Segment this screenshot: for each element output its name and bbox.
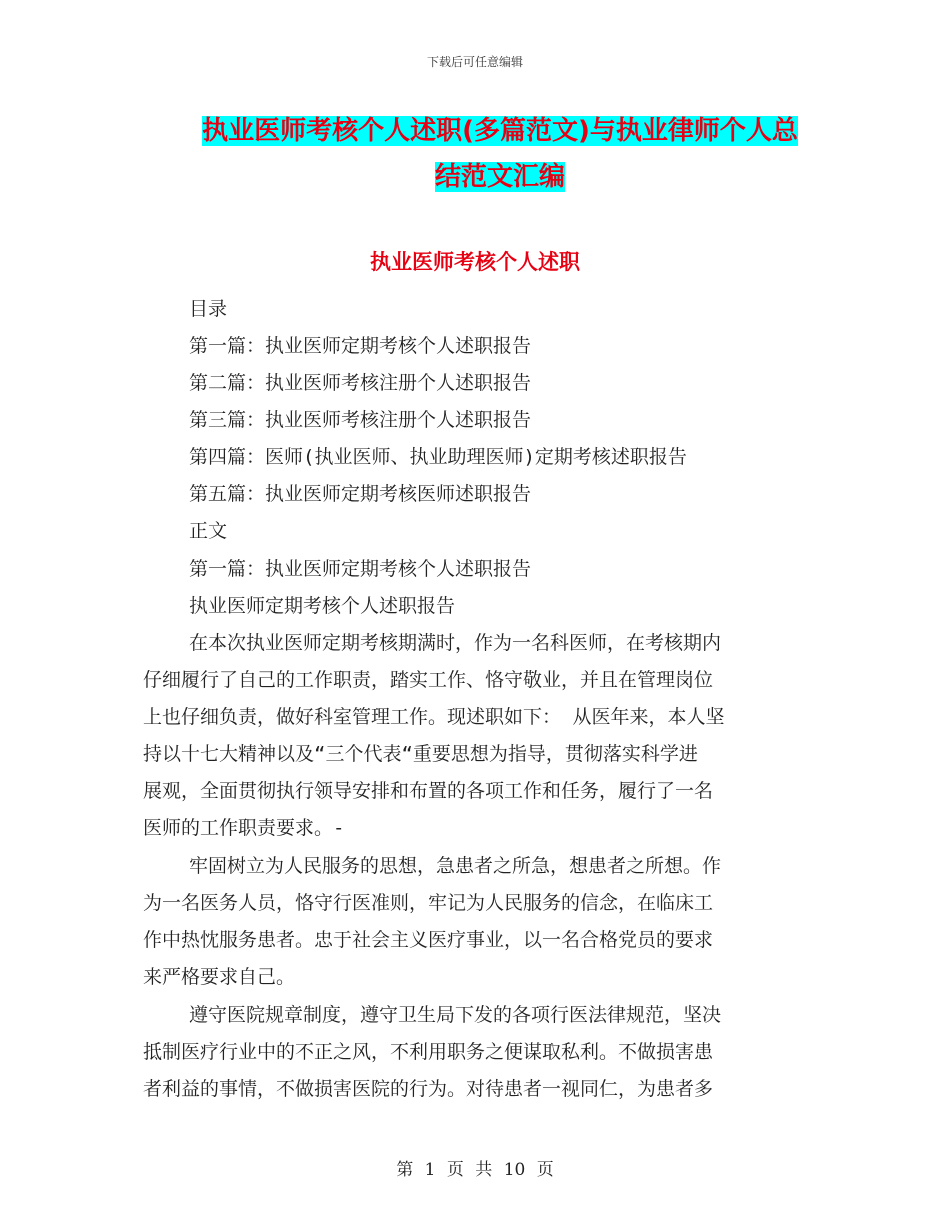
paragraph-line: 持以十七大精神以及“三个代表“重要思想为指导，贯彻落实科学进: [143, 743, 698, 765]
paragraph-line: 牢固树立为人民服务的思想，急患者之所急，想患者之所想。作: [189, 855, 722, 877]
toc-item: 第四篇：医师(执业医师、执业助理医师)定期考核述职报告: [189, 446, 687, 468]
title-line-2: 结范文汇编: [434, 162, 565, 192]
paragraph-line: 抵制医疗行业中的不正之风，不利用职务之便谋取私利。不做损害患: [143, 1041, 714, 1063]
toc-item: 第一篇：执业医师定期考核个人述职报告: [189, 335, 532, 357]
body-label: 正文: [189, 520, 228, 542]
header-note: 下载后可任意编辑: [426, 55, 523, 69]
paragraph-line: 来严格要求自己。: [143, 966, 296, 988]
paragraph-line: 在本次执业医师定期考核期满时，作为一名科医师，在考核期内: [189, 632, 722, 654]
paragraph-line: 为一名医务人员，恪守行医准则，牢记为人民服务的信念，在临床工: [143, 892, 714, 914]
section-title: 执业医师考核个人述职: [370, 250, 580, 274]
toc-item: 第五篇：执业医师定期考核医师述职报告: [189, 483, 532, 505]
document-title: [150, 108, 850, 200]
toc-item: 第三篇：执业医师考核注册个人述职报告: [189, 409, 532, 431]
paragraph-line: 遵守医院规章制度，遵守卫生局下发的各项行医法律规范，坚决: [189, 1004, 722, 1026]
page-footer: 第 1 页 共 10 页: [396, 1160, 554, 1180]
paragraph-line: 作中热忱服务患者。忠于社会主义医疗事业，以一名合格党员的要求: [143, 929, 714, 951]
chapter-heading: 第一篇：执业医师定期考核个人述职报告: [189, 558, 532, 580]
paragraph-line: 上也仔细负责，做好科室管理工作。现述职如下： 从医年来，本人坚: [143, 706, 725, 728]
toc-item: 第二篇：执业医师考核注册个人述职报告: [189, 372, 532, 394]
paragraph-line: 医师的工作职责要求。-: [143, 817, 345, 839]
toc-label: 目录: [189, 298, 228, 320]
paragraph-line: 展观，全面贯彻执行领导安排和布置的各项工作和任务，履行了一名: [143, 780, 714, 802]
paragraph-line: 者利益的事情，不做损害医院的行为。对待患者一视同仁，为患者多: [143, 1078, 714, 1100]
report-title: 执业医师定期考核个人述职报告: [189, 595, 456, 617]
paragraph-line: 仔细履行了自己的工作职责，踏实工作、恪守敬业，并且在管理岗位: [143, 669, 714, 691]
title-line-1: 执业医师考核个人述职(多篇范文)与执业律师个人总: [202, 116, 798, 146]
